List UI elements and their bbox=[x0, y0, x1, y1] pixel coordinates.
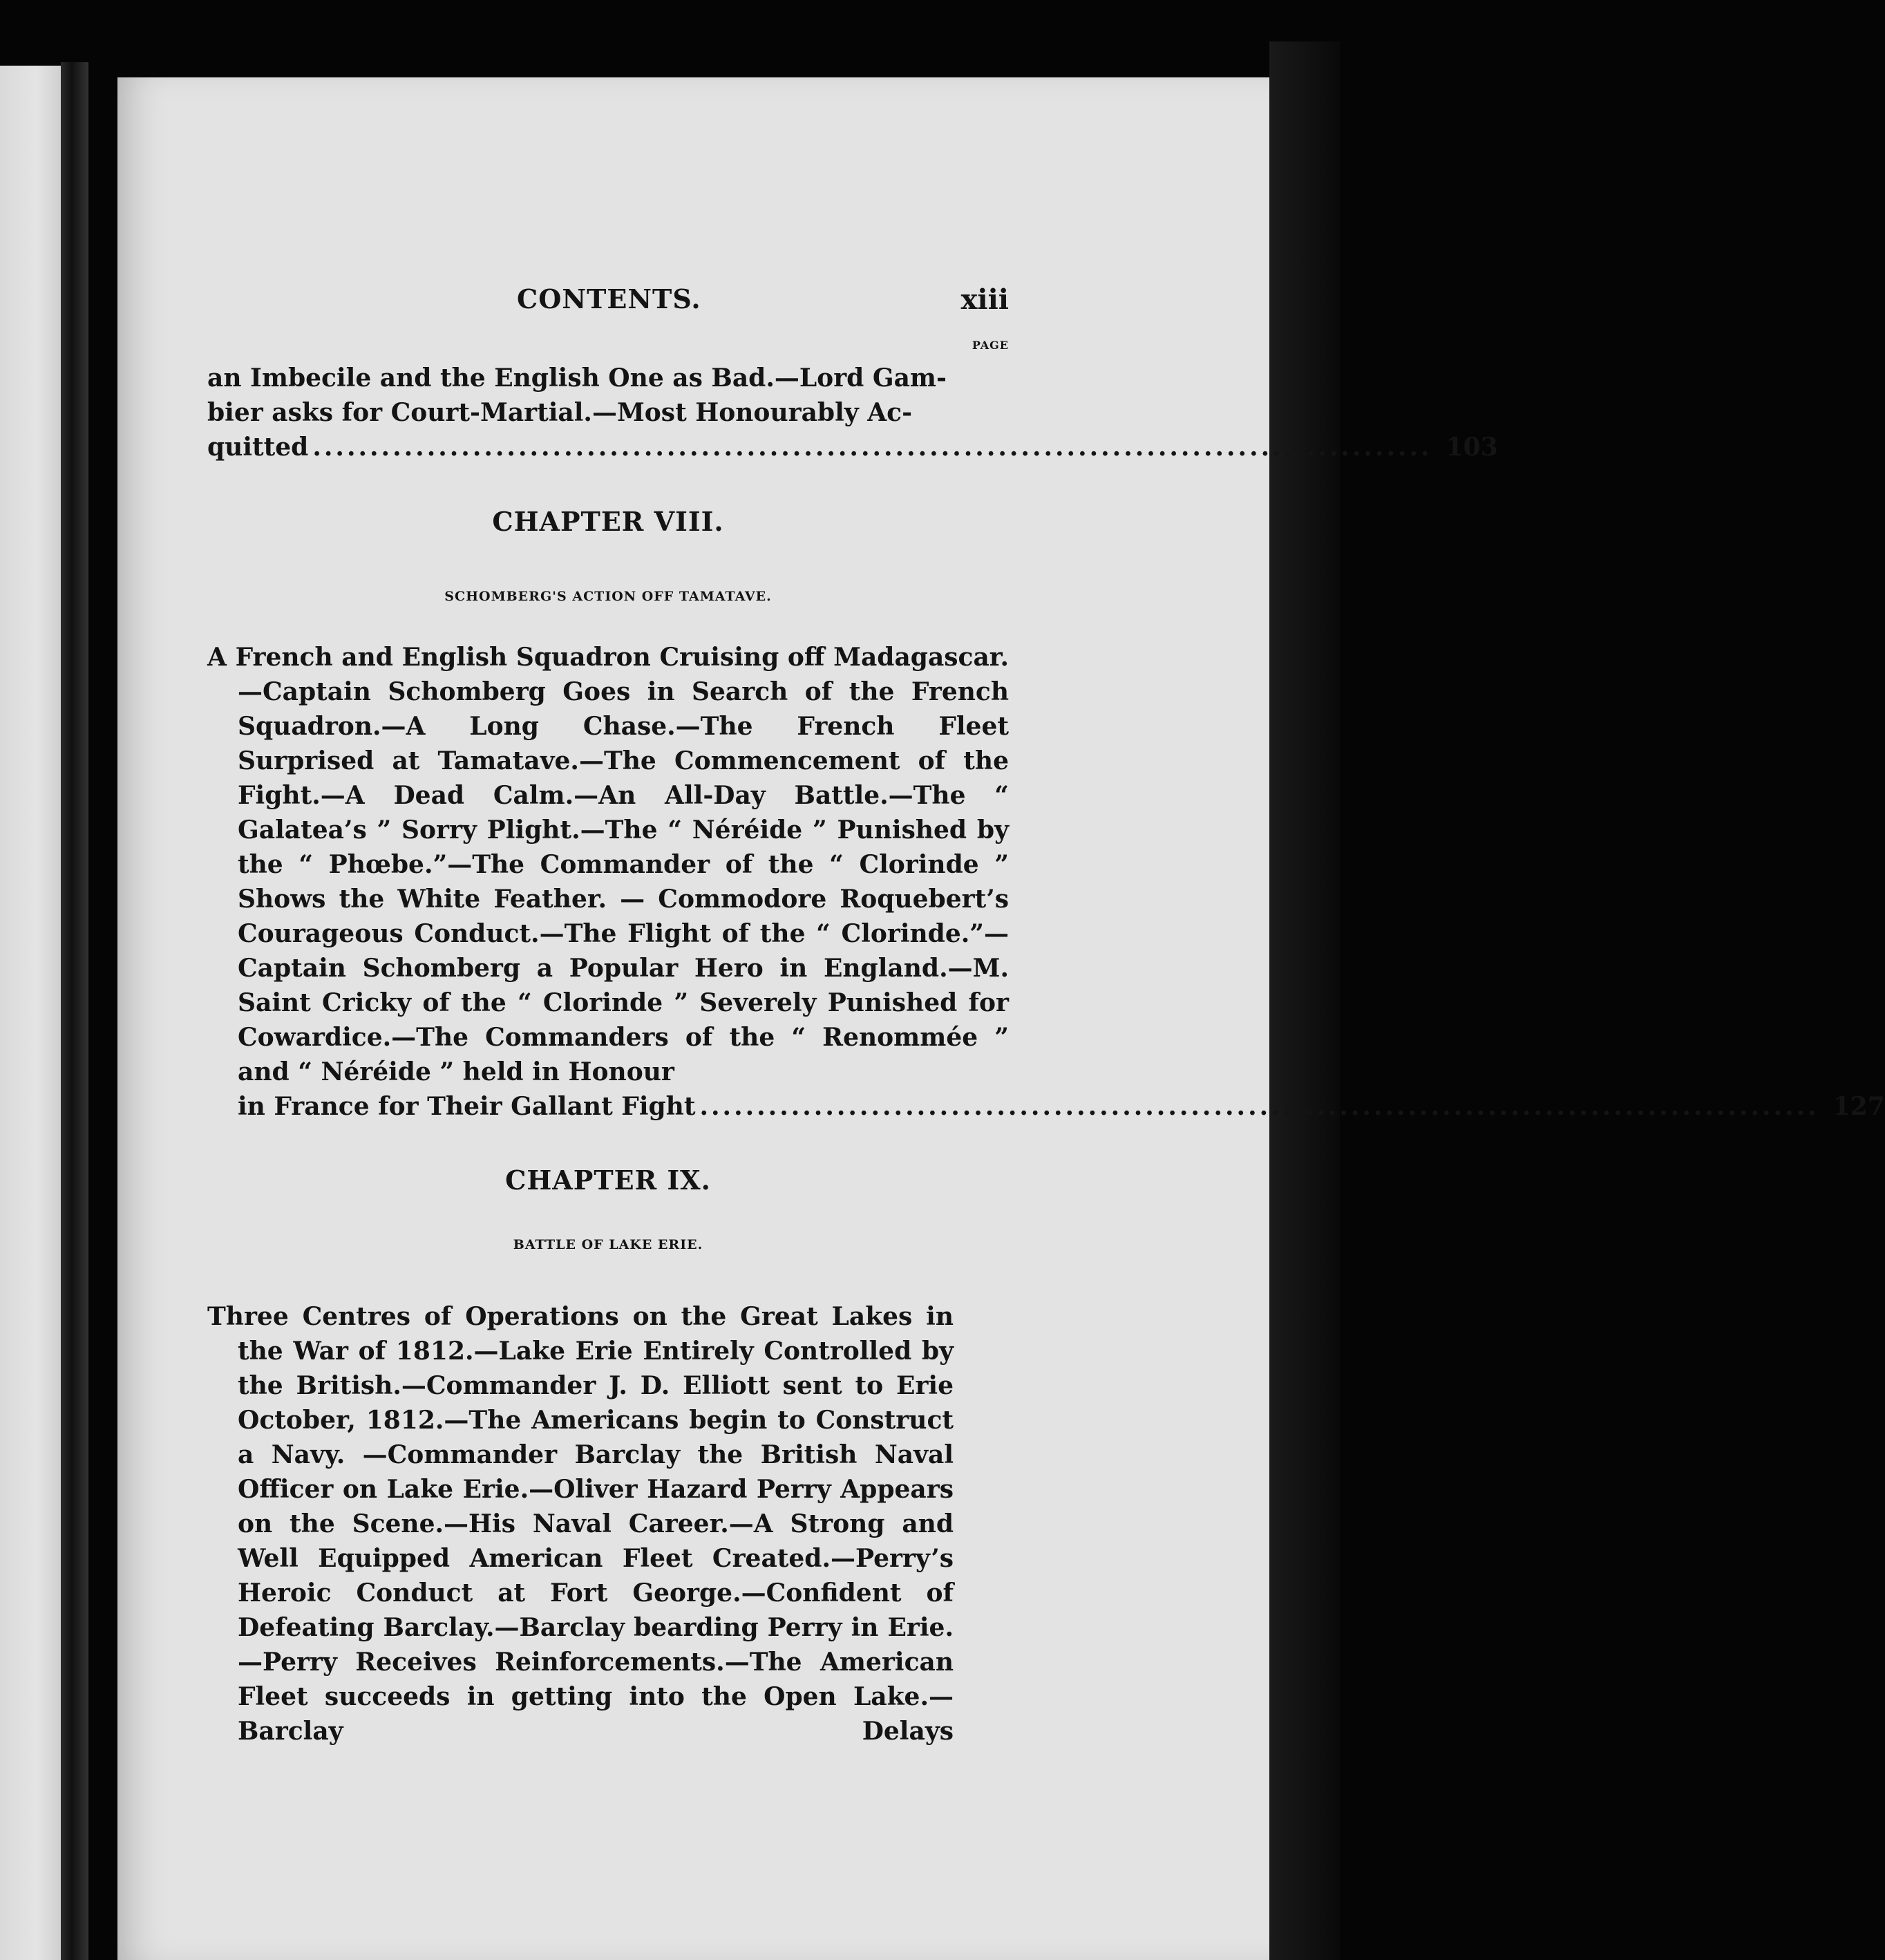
entry-line: an Imbecile and the English One as Bad.—Lord Gam- bbox=[207, 364, 947, 393]
book-gutter bbox=[61, 62, 88, 1960]
page-number: xiii bbox=[960, 283, 1009, 316]
running-header bbox=[207, 283, 1009, 325]
chapter-summary bbox=[207, 1299, 954, 1749]
summary-last-line bbox=[207, 1089, 1885, 1124]
chapter-summary bbox=[207, 640, 1885, 1124]
chapter-heading: CHAPTER IX. bbox=[505, 1165, 711, 1196]
entry-line: bier asks for Court-Martial.—Most Honourably Ac- bbox=[207, 398, 913, 427]
entry-text: in France for Their Gallant Fight bbox=[238, 1092, 696, 1121]
leader-dots: .................................................................................................. bbox=[699, 1092, 1819, 1121]
right-page-edge bbox=[1269, 41, 1340, 1960]
summary-text: A French and English Squadron Cruising off Madagascar.—Captain Schomberg Goes in Search of the French Squadron.—A Long Chase.—The French Fleet Surprised at Tamatave.—The Commencement of the Fight.—A Dead Calm.—An All-Day Battle.—The “ Galatea’s ” Sorry Plight.—The “ Néréide ” Punished by the “ Phœbe.”—The Commander of the “ Clorinde ” Shows the White Feather. — Commodore Roquebert’s Courageous Conduct.—The Flight of the “ Clorinde.”—Captain Schomberg a Popular Hero in England.—M. Saint Cricky of the “ Clorinde ” Severely Punished for Cowardice.—The Commanders of the “ Renommée ” and “ Néréide ” held in Honour bbox=[207, 643, 1009, 1086]
chapter-subtitle: BATTLE OF LAKE ERIE. bbox=[513, 1237, 703, 1252]
leader-dots: .................................................................................................. bbox=[312, 433, 1432, 462]
entry-text: quitted bbox=[207, 433, 309, 462]
chapter-subtitle: SCHOMBERG'S ACTION OFF TAMATAVE. bbox=[444, 589, 772, 604]
entry-last-line bbox=[207, 430, 1498, 464]
chapter-heading: CHAPTER VIII. bbox=[492, 506, 724, 537]
facing-page-edge bbox=[0, 66, 61, 1960]
running-title: CONTENTS. bbox=[517, 283, 701, 314]
entry-page-number: 127 bbox=[1832, 1092, 1885, 1121]
page-column-label: PAGE bbox=[972, 339, 1009, 352]
summary-text: Three Centres of Operations on the Great Lakes in the War of 1812.—Lake Erie Entirely Controlled by the British.—Commander J. D. Elliott sent to Erie October, 1812.—The Americans begin to Construct a Navy. —Commander Barclay the British Naval Officer on Lake Erie.—Oliver Hazard Perry Appears on the Scene.—His Naval Career.—A Strong and Well Equipped American Fleet Created.—Perry’s Heroic Conduct at Fort George.—Confident of Defeating Barclay.—Barclay bearding Perry in Erie.—Perry Receives Reinforcements.—The American Fleet succeeds in getting into the Open Lake.—Barclay Delays bbox=[207, 1302, 954, 1746]
carryover-entry bbox=[207, 361, 1498, 464]
entry-page-number: 103 bbox=[1446, 433, 1498, 462]
